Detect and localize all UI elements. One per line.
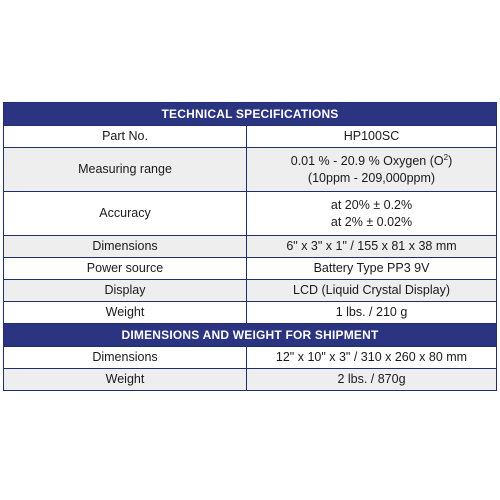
row-value: 12" x 10" x 3" / 310 x 260 x 80 mm: [247, 347, 497, 369]
row-value: Battery Type PP3 9V: [247, 258, 497, 280]
value-line: 0.01 % - 20.9 % Oxygen $(O^2)$: [290, 152, 453, 168]
table-row: [4, 148, 497, 192]
row-label: Dimensions: [4, 236, 247, 258]
row-label: Weight: [4, 302, 247, 324]
row-label: Weight: [4, 369, 247, 391]
row-value: [247, 148, 497, 192]
technical-specs-header: TECHNICAL SPECIFICATIONS: [4, 103, 497, 126]
row-value: 1 lbs. / 210 g: [247, 302, 497, 324]
spec-table: [3, 102, 497, 391]
table-row: [4, 369, 497, 391]
technical-specs-header-row: [4, 103, 497, 126]
table-row: [4, 236, 497, 258]
table-row: [4, 280, 497, 302]
value-line: at 20% ± 0.2%: [330, 197, 413, 212]
table-row: [4, 192, 497, 236]
row-label: Display: [4, 280, 247, 302]
table-row: [4, 126, 497, 148]
row-label: Part No.: [4, 126, 247, 148]
row-value: 2 lbs. / 870g: [247, 369, 497, 391]
value-line: at 2% ± 0.02%: [330, 214, 413, 229]
shipment-header: DIMENSIONS AND WEIGHT FOR SHIPMENT: [4, 324, 497, 347]
row-label: Dimensions: [4, 347, 247, 369]
row-label: Power source: [4, 258, 247, 280]
row-label: Accuracy: [4, 192, 247, 236]
table-row: [4, 302, 497, 324]
value-line: (10ppm - 209,000ppm): [307, 170, 436, 185]
shipment-header-row: [4, 324, 497, 347]
row-value: [247, 192, 497, 236]
row-label: Measuring range: [4, 148, 247, 192]
table-row: [4, 258, 497, 280]
row-value: HP100SC: [247, 126, 497, 148]
row-value: LCD (Liquid Crystal Display): [247, 280, 497, 302]
table-row: [4, 347, 497, 369]
row-value: 6" x 3" x 1" / 155 x 81 x 38 mm: [247, 236, 497, 258]
